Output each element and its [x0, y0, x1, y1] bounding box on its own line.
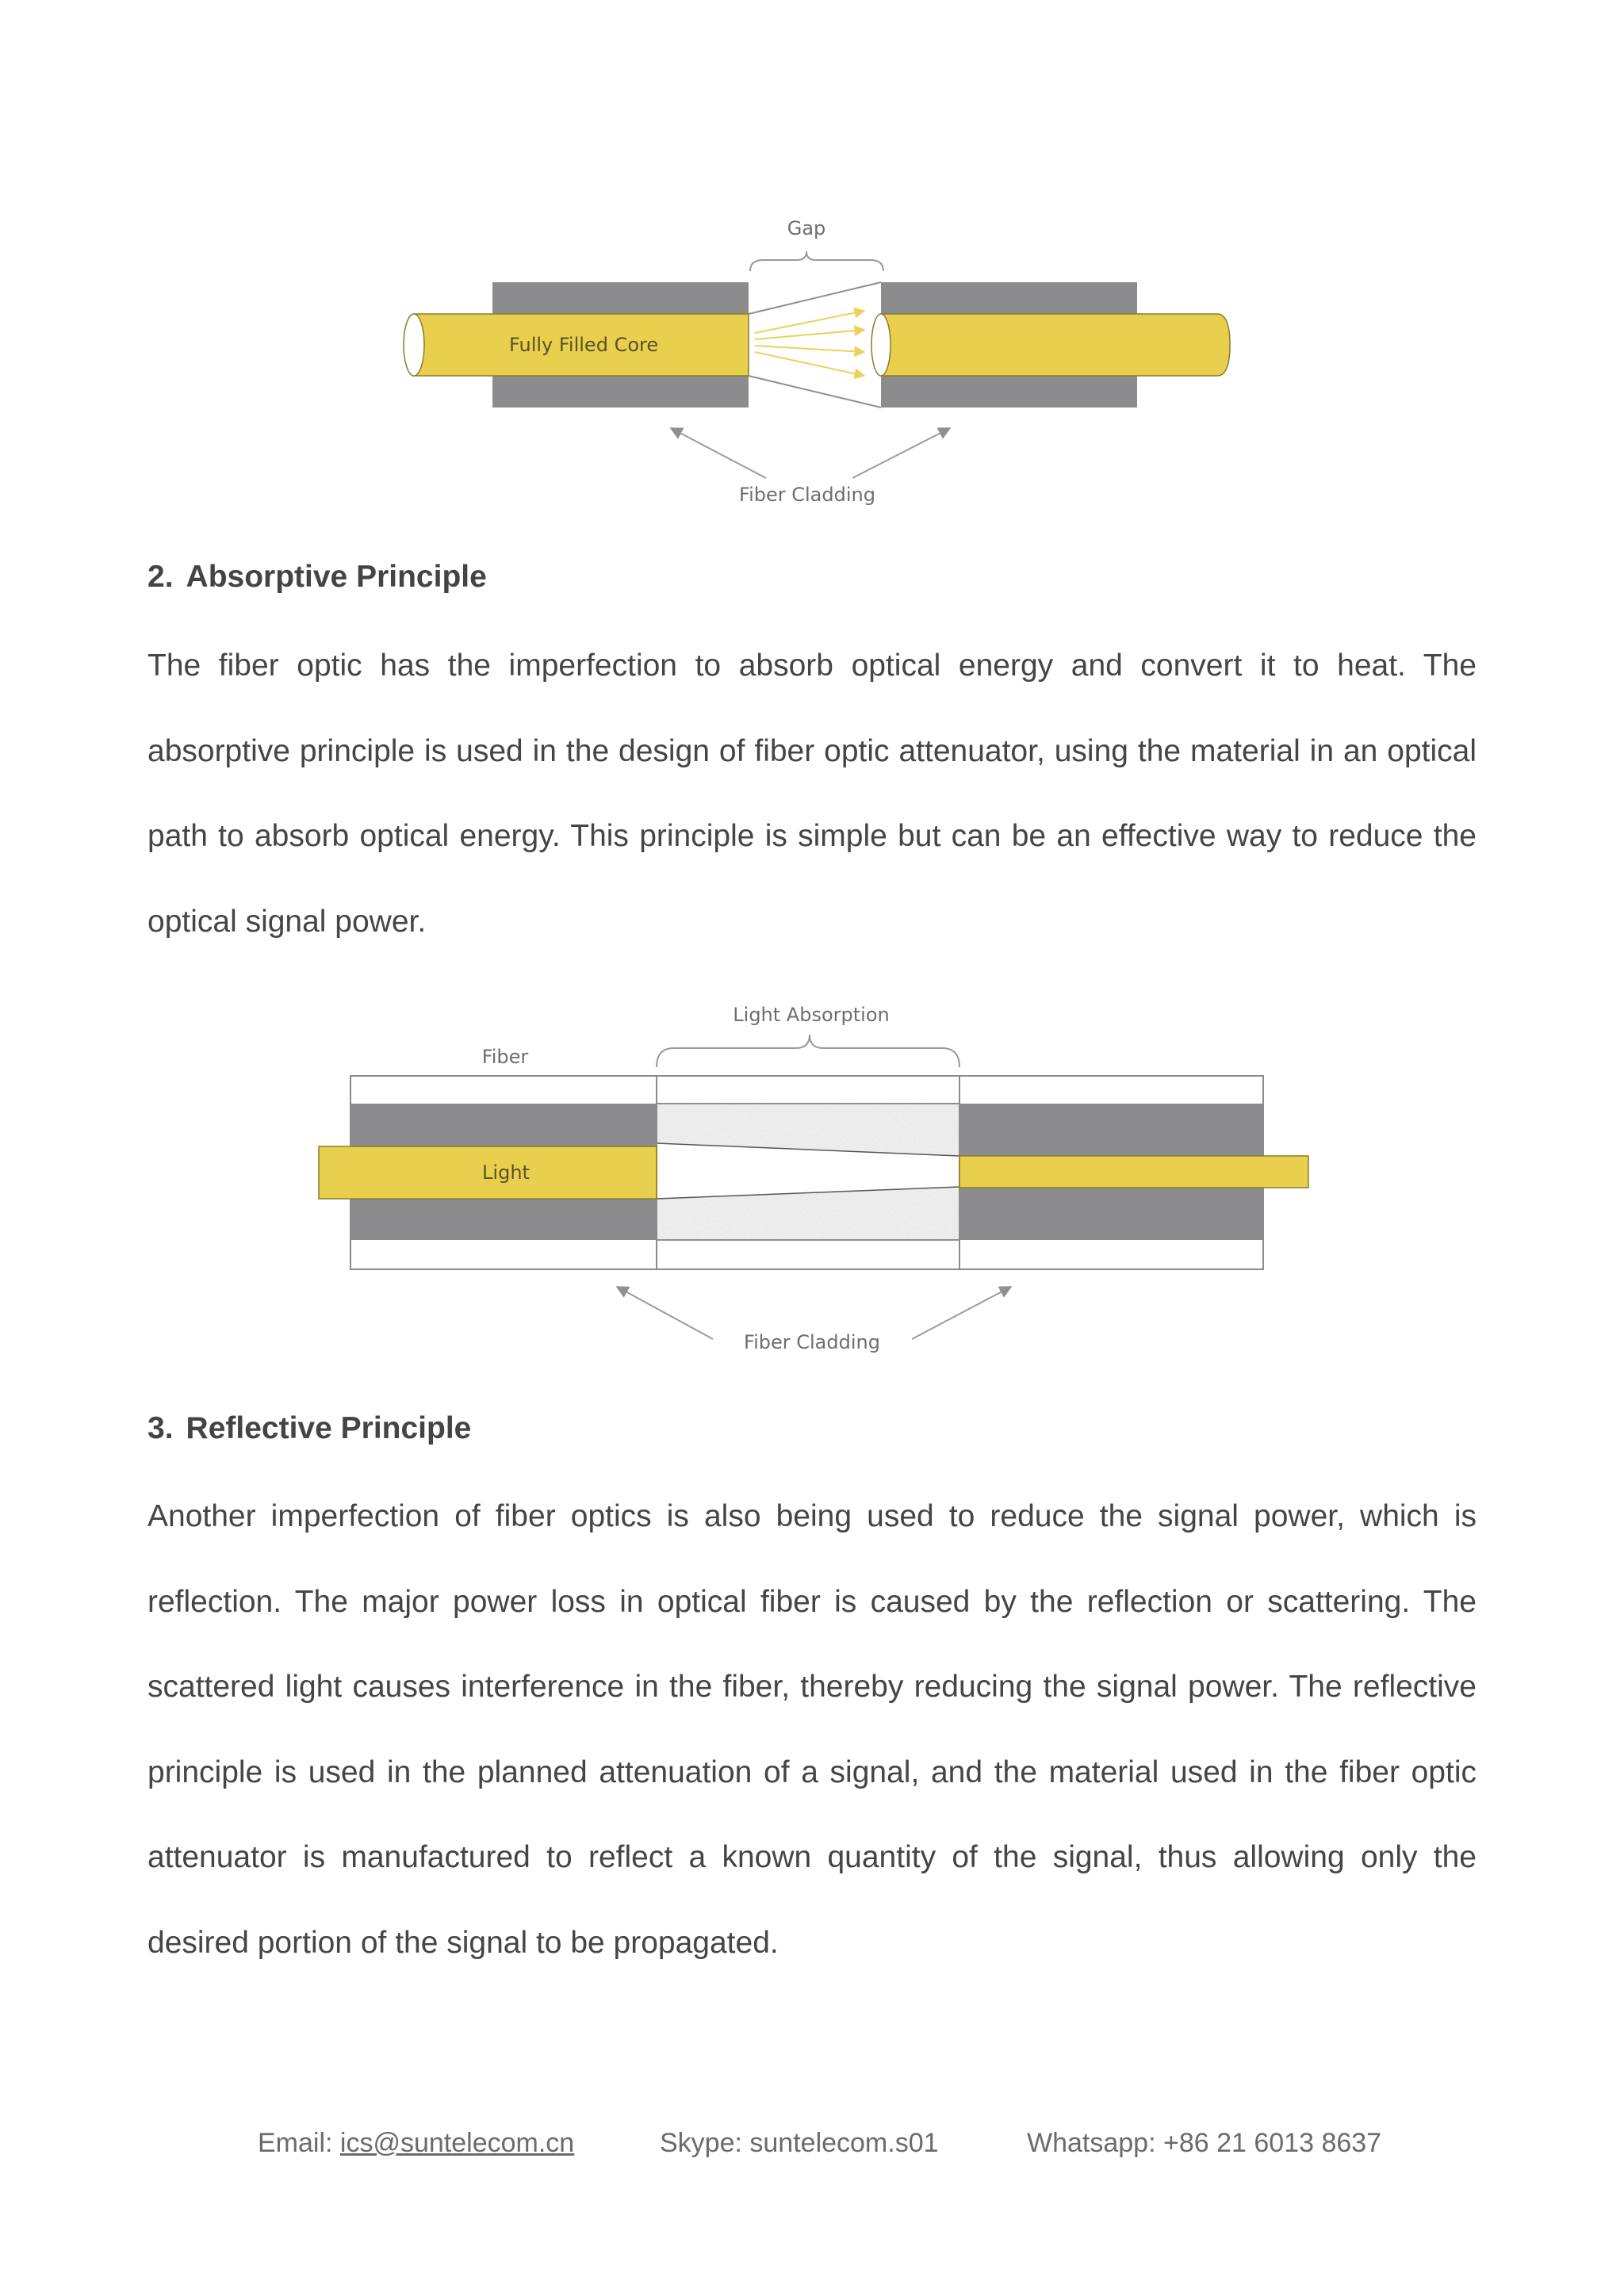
cladding-label: Fiber Cladding [744, 1331, 880, 1353]
email-label: Email: [258, 2128, 340, 2158]
cladding-arrow-left [617, 1287, 713, 1339]
absorption-brace [657, 1035, 959, 1067]
paragraph-line: path to absorb optical energy. This principle is simple but can be an effective way to reduce the [147, 819, 1477, 853]
paragraph-line: principle is used in the planned attenuation of a signal, and the material used in the fiber optic [147, 1755, 1477, 1789]
cladding-arrow-right [912, 1287, 1011, 1339]
footer-skype: Skype: suntelecom.s01 [660, 2128, 939, 2158]
left-core-end [404, 314, 424, 376]
paragraph-line: reflection. The major power loss in optical fiber is caused by the reflection or scattering. The [147, 1584, 1477, 1619]
section-3-number: 3. [147, 1411, 174, 1445]
gap-brace [750, 251, 883, 271]
section-3-title: Reflective Principle [186, 1411, 472, 1445]
section-2-heading [147, 560, 487, 595]
right-light-core [959, 1156, 1308, 1188]
right-core-end [871, 314, 891, 376]
section-3-paragraph [147, 1474, 1477, 1985]
paragraph-line: desired portion of the signal to be propagated. [147, 1925, 779, 1960]
cone-top [749, 282, 881, 314]
core-label: Fully Filled Core [509, 334, 659, 356]
section-2-paragraph [147, 623, 1477, 964]
paragraph-line: attenuator is manufactured to reflect a known quantity of the signal, thus allowing only the [147, 1840, 1477, 1874]
absorption-diagram [0, 983, 1624, 1364]
cladding-arrow-right [852, 428, 950, 478]
paragraph-line: Another imperfection of fiber optics is also being used to reduce the signal power, which is [147, 1499, 1477, 1533]
section-2-number: 2. [147, 560, 174, 594]
absorption-label: Light Absorption [733, 1004, 890, 1026]
fiber-label: Fiber [481, 1046, 529, 1068]
cladding-label: Fiber Cladding [739, 484, 875, 506]
cone-bottom [749, 376, 881, 408]
section-3-heading [147, 1411, 471, 1446]
email-link[interactable]: ics@suntelecom.cn [339, 2128, 575, 2158]
footer-whatsapp: Whatsapp: +86 21 6013 8637 [1027, 2128, 1382, 2158]
light-label: Light [482, 1161, 530, 1184]
paragraph-line: optical signal power. [147, 904, 427, 939]
cladding-arrow-left [671, 428, 766, 478]
gap-label: Gap [787, 217, 826, 239]
section-2-title: Absorptive Principle [186, 560, 487, 594]
light-rays [755, 311, 864, 376]
gap-diagram [0, 190, 1624, 523]
footer-email [258, 2128, 574, 2159]
paragraph-line: scattered light causes interference in the fiber, thereby reducing the signal power. The reflective [147, 1670, 1477, 1704]
right-core [881, 314, 1230, 376]
paragraph-line: absorptive principle is used in the design of fiber optic attenuator, using the material in an optical [147, 733, 1477, 768]
paragraph-line: The fiber optic has the imperfection to absorb optical energy and convert it to heat. The [147, 649, 1477, 683]
